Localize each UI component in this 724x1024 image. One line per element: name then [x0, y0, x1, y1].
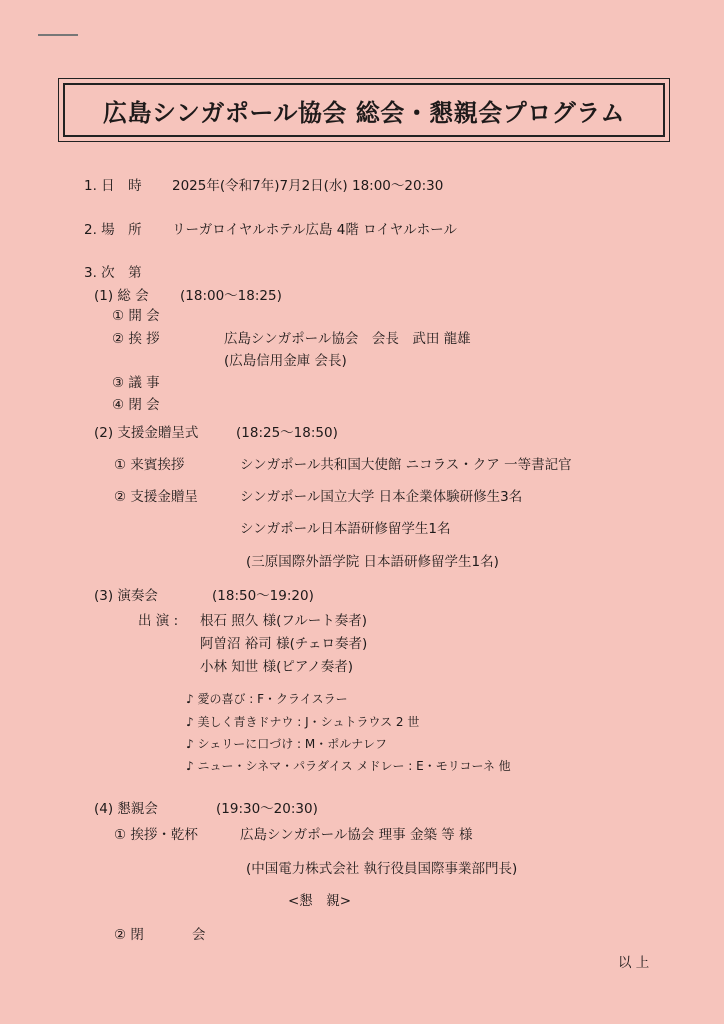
support-item2-label: ② 支援金贈呈 — [114, 489, 198, 505]
concert-song: ♪ 美しく青きドナウ : J・シュトラウス 2 世 — [186, 715, 420, 729]
support-item1-label: ① 来賓挨拶 — [114, 457, 185, 473]
reception-time: (19:30〜20:30) — [216, 801, 318, 817]
title-frame — [58, 78, 670, 142]
concert-song: ♪ シェリーに口づけ : M・ポルナレフ — [186, 737, 388, 751]
date-value: 2025年(令和7年)7月2日(水) 18:00〜20:30 — [172, 178, 444, 194]
reception-heading: (4) 懇親会 — [94, 801, 158, 817]
title-inner-frame — [63, 83, 665, 137]
place-label: 2. 場 所 — [84, 222, 142, 238]
closing-mark: 以 上 — [618, 955, 650, 971]
general-item-close: ④ 閉 会 — [112, 397, 160, 413]
place-value: リーガロイヤルホテル広島 4階 ロイヤルホール — [172, 222, 457, 238]
general-heading: (1) 総 会 — [94, 288, 149, 304]
scan-mark — [38, 34, 78, 36]
general-time: (18:00〜18:25) — [180, 288, 282, 304]
support-item2-value3: (三原国際外語学院 日本語研修留学生1名) — [246, 554, 499, 570]
support-heading: (2) 支援金贈呈式 — [94, 425, 199, 441]
support-item2-value2: シンガポール日本語研修留学生1名 — [240, 521, 451, 537]
date-label: 1. 日 時 — [84, 178, 142, 194]
concert-performers-label: 出 演 : — [138, 613, 179, 629]
general-item-open: ① 開 会 — [112, 308, 160, 324]
reception-social: <懇 親> — [288, 893, 352, 909]
reception-item2-label: ② 閉 — [114, 927, 144, 943]
reception-item2-label-b: 会 — [192, 927, 206, 943]
concert-performer: 阿曽沼 裕司 様(チェロ奏者) — [200, 636, 368, 652]
general-item-proceedings: ③ 議 事 — [112, 375, 160, 391]
concert-performer: 根石 照久 様(フルート奏者) — [200, 613, 368, 629]
concert-heading: (3) 演奏会 — [94, 588, 158, 604]
general-greeting-person: 広島シンガポール協会 会長 武田 龍雄 — [224, 331, 471, 347]
general-greeting-affiliation: (広島信用金庫 会長) — [224, 353, 347, 369]
support-time: (18:25〜18:50) — [236, 425, 338, 441]
reception-item1-value: 広島シンガポール協会 理事 金築 等 様 — [240, 827, 473, 843]
concert-song: ♪ 愛の喜び : F・クライスラー — [186, 692, 348, 706]
support-item1-value: シンガポール共和国大使館 ニコラス・クア 一等書記官 — [240, 457, 572, 473]
support-item2-value1: シンガポール国立大学 日本企業体験研修生3名 — [240, 489, 523, 505]
page-title: 広島シンガポール協会 総会・懇親会プログラム — [102, 98, 626, 127]
reception-item1-label: ① 挨拶・乾杯 — [114, 827, 198, 843]
reception-item1-affiliation: (中国電力株式会社 執行役員国際事業部門長) — [246, 861, 518, 877]
agenda-label: 3. 次 第 — [84, 265, 142, 281]
concert-time: (18:50〜19:20) — [212, 588, 314, 604]
general-item-greeting: ② 挨 拶 — [112, 331, 160, 347]
concert-performer: 小林 知世 様(ピアノ奏者) — [200, 659, 354, 675]
concert-song: ♪ ニュー・シネマ・パラダイス メドレー : E・モリコーネ 他 — [186, 759, 511, 773]
